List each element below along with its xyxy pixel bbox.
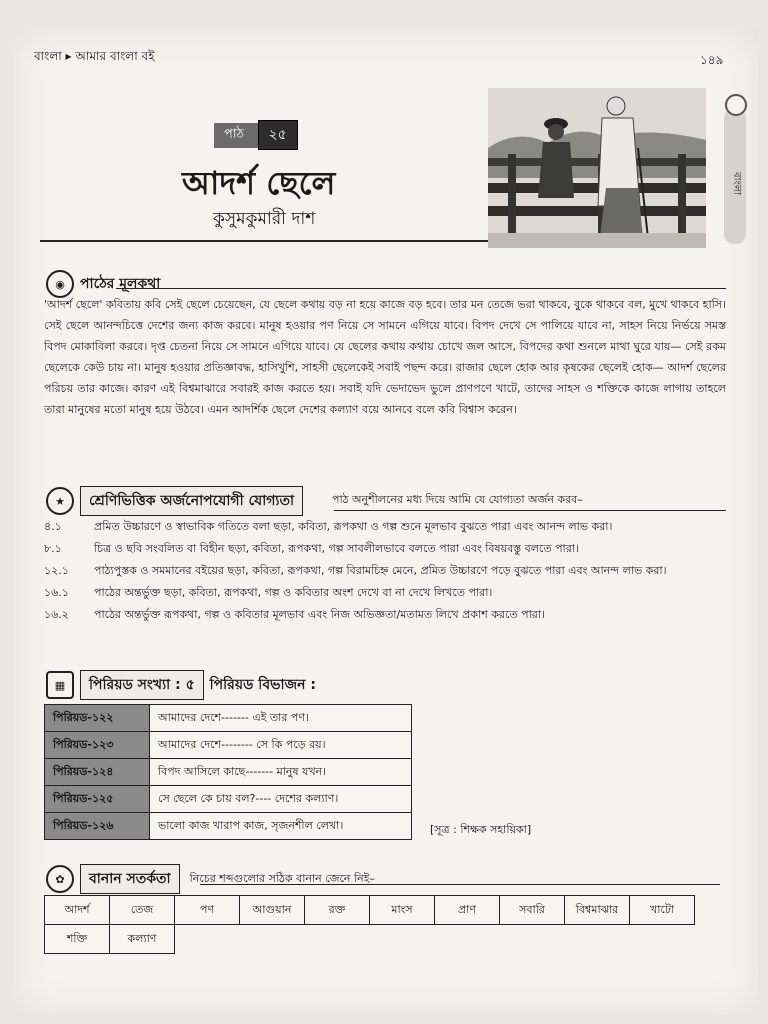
competency-code: ১২.১ bbox=[44, 564, 69, 577]
period-content: আমাদের দেশে-------- সে কি পড়ে রয়। bbox=[150, 732, 412, 759]
period-content: বিপদ আসিলে কাছে------- মানুষ যখন। bbox=[150, 759, 412, 786]
competency-code: ১৬.২ bbox=[44, 608, 69, 621]
calendar-icon: ▦ bbox=[46, 671, 74, 699]
lesson-title: আদর্শ ছেলে bbox=[182, 164, 336, 202]
competency-code: ৮.১ bbox=[44, 542, 62, 555]
spelling-word: তেজ bbox=[110, 896, 175, 925]
table-row bbox=[45, 925, 695, 954]
period-content: সে ছেলে কে চায় বল?---- দেশের কল্যাণ। bbox=[150, 786, 412, 813]
table-row bbox=[45, 705, 412, 732]
competency-text: পাঠের অন্তর্ভুক্ত ছড়া, কবিতা, রূপকথা, গল্প ও কবিতার অংশ দেখে বা না দেখে লিখতে পারা। bbox=[94, 586, 493, 599]
summary-icon: ◉ bbox=[46, 270, 74, 298]
competency-text: প্রমিত উচ্চারণে ও স্বাভাবিক গতিতে বলা ছড়া, কবিতা, রূপকথা ও গল্প শুনে মূলভাব বুঝতে পারা এবং আনন্দ লাভ করা। bbox=[94, 520, 613, 533]
bee-icon: ✿ bbox=[46, 865, 74, 893]
spelling-word: বিশ্বমাঝার bbox=[565, 896, 630, 925]
table-row bbox=[45, 813, 412, 840]
breadcrumb: বাংলা ▸ আমার বাংলা বই bbox=[34, 49, 155, 63]
competency-heading: শ্রেণিভিত্তিক অর্জনোপযোগী যোগ্যতা bbox=[80, 486, 303, 516]
spelling-divider bbox=[200, 884, 720, 885]
source-note: [সূত্র : শিক্ষক সহায়িকা] bbox=[430, 823, 532, 836]
illustration-image bbox=[488, 88, 706, 248]
table-row bbox=[45, 786, 412, 813]
competency-heading-block bbox=[46, 486, 303, 516]
spelling-note: নিচের শব্দগুলোর সঠিক বানান জেনে নিই– bbox=[189, 871, 375, 885]
competency-list bbox=[44, 516, 734, 626]
side-tab-label: বাংলা bbox=[731, 172, 742, 196]
list-item bbox=[44, 538, 734, 559]
summary-heading: পাঠের মূলকথা bbox=[80, 276, 161, 292]
period-table bbox=[44, 704, 412, 840]
spelling-word: পণ bbox=[175, 896, 240, 925]
competency-text: চিত্র ও ছবি সংবলিত বা বিহীন ছড়া, কবিতা, রূপকথা, গল্প সাবলীলভাবে বলতে পারা এবং বিষয়বস্তু বলতে পারা। bbox=[94, 542, 579, 555]
list-item bbox=[44, 604, 734, 625]
medal-icon: ★ bbox=[46, 487, 74, 515]
spelling-word: খাটো bbox=[630, 896, 695, 925]
period-count: পিরিয়ড সংখ্যা : ৫ bbox=[80, 670, 204, 700]
period-content: ভালো কাজ খারাপ কাজ, সৃজনশীল লেখা। bbox=[150, 813, 412, 840]
spelling-word: আগুয়ান bbox=[240, 896, 305, 925]
spelling-word: আদর্শ bbox=[45, 896, 110, 925]
lesson-number: ২৫ bbox=[258, 120, 298, 150]
list-item bbox=[44, 560, 734, 581]
competency-text: পাঠ্যপুস্তক ও সমমানের বইয়ের ছড়া, কবিতা, রূপকথা, গল্প বিরামচিহ্ন মেনে, প্রমিত উচ্চারণে পড়ে বুঝতে পারা এবং আনন্দ লাভ করা। bbox=[94, 564, 667, 577]
list-item bbox=[44, 582, 734, 603]
competency-text: পাঠের অন্তর্ভুক্ত রূপকথা, গল্প ও কবিতার মূলভাব এবং নিজ অভিজ্ঞতা/মতামত লিখে প্রকাশ করতে পারা। bbox=[94, 608, 545, 621]
spelling-word: প্রাণ bbox=[435, 896, 500, 925]
period-label: পিরিয়ড-১২৬ bbox=[45, 813, 150, 840]
spelling-heading-block bbox=[46, 864, 375, 894]
side-tab bbox=[724, 108, 746, 244]
period-label: পিরিয়ড-১২২ bbox=[45, 705, 150, 732]
competency-code: ১৬.১ bbox=[44, 586, 69, 599]
spelling-heading: বানান সতর্কতা bbox=[80, 864, 180, 894]
list-item bbox=[44, 516, 734, 537]
table-row bbox=[45, 896, 695, 925]
spelling-word: কল্যাণ bbox=[110, 925, 175, 954]
lesson-badge bbox=[214, 120, 298, 150]
ring-icon bbox=[725, 94, 747, 116]
period-label: পিরিয়ড-১২৩ bbox=[45, 732, 150, 759]
period-division-label: পিরিয়ড বিভাজন : bbox=[209, 677, 316, 693]
period-content: আমাদের দেশে------- এই তার পণ। bbox=[150, 705, 412, 732]
summary-divider bbox=[116, 288, 726, 289]
page-number: ১৪৯ bbox=[700, 53, 724, 67]
spelling-word: সবারি bbox=[500, 896, 565, 925]
period-heading-block bbox=[46, 670, 316, 700]
competency-code: ৪.১ bbox=[44, 520, 62, 533]
spelling-word: মাংস bbox=[370, 896, 435, 925]
table-row bbox=[45, 759, 412, 786]
spelling-word: রক্ত bbox=[305, 896, 370, 925]
summary-text: 'আদর্শ ছেলে' কবিতায় কবি সেই ছেলে চেয়েছেন, যে ছেলে কথায় বড় না হয়ে কাজে বড় হবে। তার মন তেজে ভরা থাকবে, বুকে থাকবে বল, মুখে থাকবে হাসি। সেই ছেলে আনন্দচিত্তে দেশের জন্য কাজ করবে। মানুষ হওয়ার পণ নিয়ে সে সামনে এগিয়ে যাবে। বিপদ দেখে সে পালিয়ে যাবে না, সাহস নিয়ে নির্ভয়ে সমস্ত বিপদ মোকাবিলা করবে। দৃপ্ত চেতনা নিয়ে সে সামনে এগিয়ে যাবে। যে ছেলের কথায় কথায় চোখে জল আসে, বিপদের কথা শুনলে মাথা ঘুরে যায়— সেই রকম ছেলেকে কেউ চায় না। মানুষ হওয়ার প্রতিজ্ঞাবদ্ধ, হাসিখুশি, সাহসী ছেলেকেই সবাই পছন্দ করে। রাজার ছেলে হোক আর কৃষকের ছেলেই হোক— আদর্শ ছেলের পরিচয় তার কাজে। কারণ এই বিশ্বমাঝারে সবারই কাজ করতে হয়। সবাই যদি ভেদাভেদ ভুলে প্রাণপণে খাটে, তাদের সাহস ও শক্তিকে কাজে লাগায় তাহলে তারা মানুষের মতো মানুষ হয়ে উঠবে। এমন আদর্শিক ছেলে দেশের কল্যাণ বয়ে আনবে বলে কবি বিশ্বাস করেন। bbox=[44, 298, 726, 416]
period-label: পিরিয়ড-১২৪ bbox=[45, 759, 150, 786]
lesson-author: কুসুমকুমারী দাশ bbox=[213, 209, 316, 229]
title-divider bbox=[40, 240, 490, 242]
table-row bbox=[45, 732, 412, 759]
competency-divider bbox=[334, 510, 726, 511]
competency-intro: পাঠ অনুশীলনের মধ্য দিয়ে আমি যে যোগ্যতা অর্জন করব– bbox=[332, 493, 583, 506]
period-label: পিরিয়ড-১২৫ bbox=[45, 786, 150, 813]
lesson-label: পাঠ bbox=[214, 123, 258, 148]
spelling-table bbox=[44, 895, 695, 954]
illustration-svg bbox=[488, 88, 706, 248]
spelling-word: শক্তি bbox=[45, 925, 110, 954]
